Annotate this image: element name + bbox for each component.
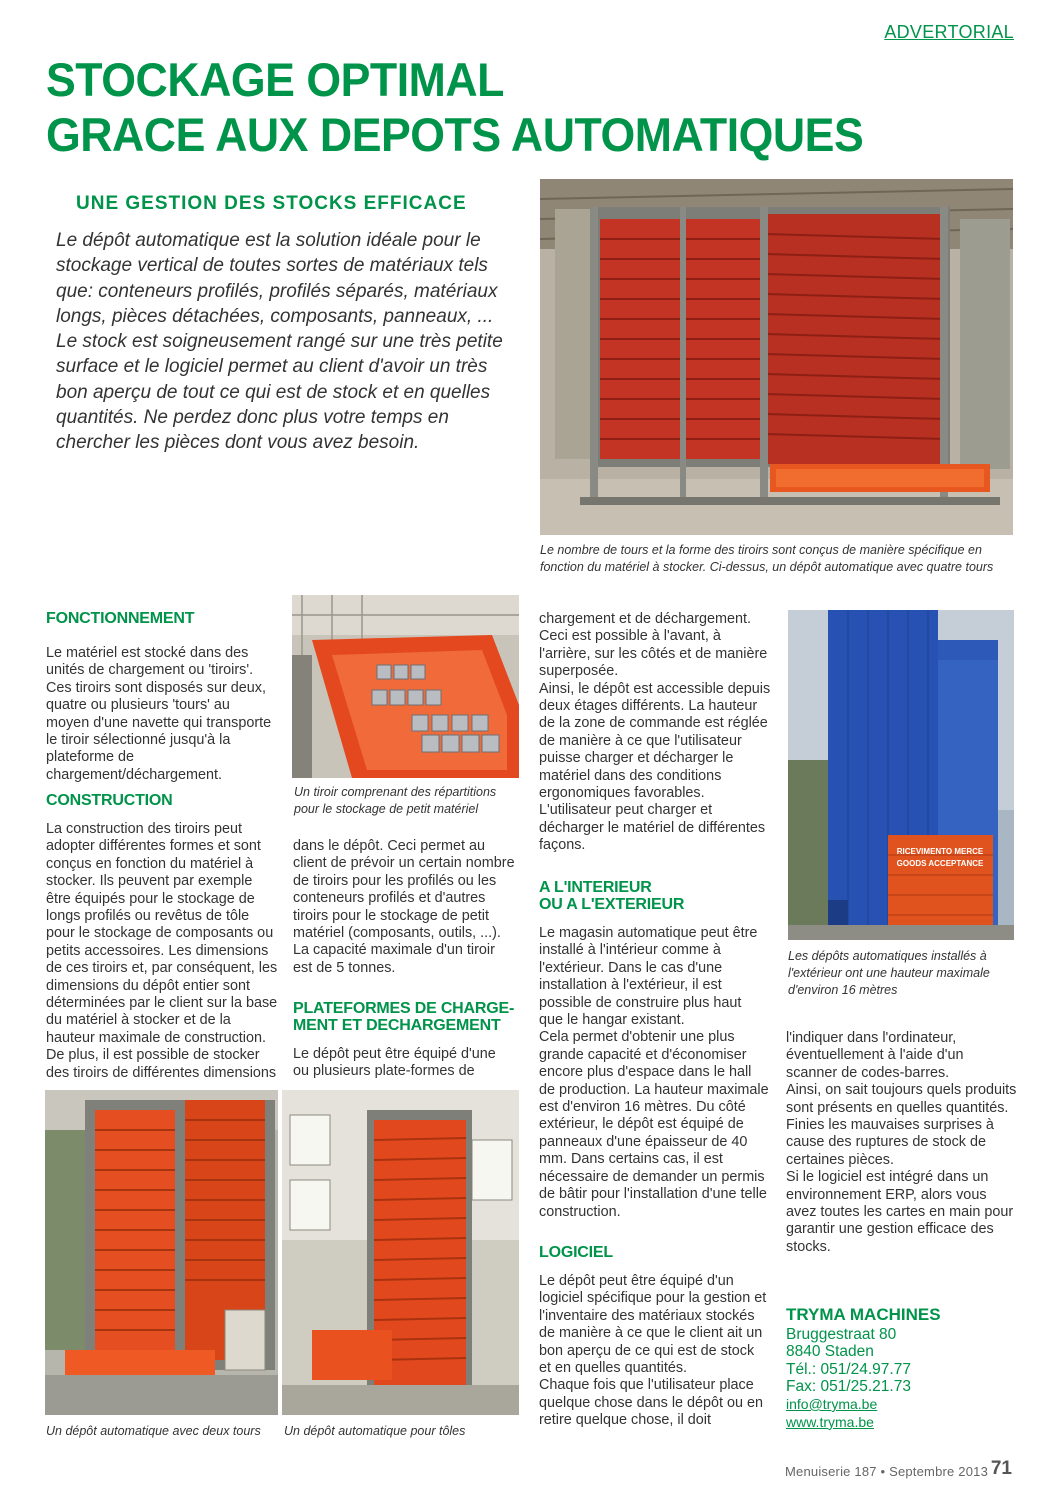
contact-email-link[interactable]: info@tryma.be [786,1395,878,1412]
logiciel-paragraph-2: Chaque fois que l'utilisateur place quelque chose dans le dépôt ou en retire quelque chose, il doit [539,1377,764,1429]
sheets-caption: Un dépôt automatique pour tôles [284,1424,466,1438]
drawer-photo [292,595,519,778]
tower-sign-2: GOODS ACCEPTANCE [896,859,984,868]
blue-tower-photo [788,610,1014,940]
intro-text: Le dépôt automatique est la solution idéale pour le stockage vertical de toutes sortes de matériaux tels que: conteneurs profilés, profilés séparés, matériaux longs, pièces détachées, composants, panneaux, ... Le stock est soigneusement rangé sur une très petite surface et le logiciel permet au client d'avoir un très bon aperçu de tout ce qui est de stock et en quelles quantités. Ne perdez donc plus votre temps en chercher les pièces dont vous avez besoin. [56,230,503,454]
title-line-1: STOCKAGE OPTIMAL [46,53,504,106]
text-logiciel [539,1273,769,1430]
heading-fonctionnement: FONCTIONNEMENT [46,610,195,627]
logiciel-paragraph-1: Le dépôt peut être équipé d'un logiciel spécifique pour la gestion et l'inventaire des matériaux stockés de manière à ce que le client ait un bon aperçu de ce qui est de stock et en quelles quantités. [539,1273,767,1377]
sheets-photo [282,1090,519,1415]
contact-city: 8840 Staden [786,1343,874,1361]
contact-block [786,1306,1016,1431]
footer-publication: Menuiserie 187 • Septembre 2013 [785,1464,988,1479]
drawer-with-parts-image [292,595,519,778]
blue-tower-caption: Les dépôts automatiques installés à l'extérieur ont une hauteur maximale d'environ 16 mètres [788,949,990,997]
plateformes-paragraph-1: chargement et de déchargement. Ceci est possible à l'avant, à l'arrière, sur les côtés et de manière superposée. [539,611,768,680]
contact-web-link[interactable]: www.tryma.be [786,1413,874,1430]
text-construction-continued: dans le dépôt. Ceci permet au client de prévoir un certain nombre de tiroirs pour les profilés ou les conteneurs profilés et d'autres tiroirs pour le stockage de petit matériel (composants, outils, ...). La capacité maximale d'un tiroir est de 5 tonnes. [293,838,515,976]
main-photo [540,179,1013,535]
outdoor-tower-image [788,610,1014,940]
heading-interieur [539,879,684,913]
logiciel-paragraph-3: l'indiquer dans l'ordinateur, éventuellement à l'aide d'un scanner de codes-barres. [786,1030,964,1081]
plateformes-paragraph-2: Ainsi, le dépôt est accessible depuis deux étages différents. La hauteur de la zone de commande est réglée de manière à ce que l'utilisateur puisse charger et décharger le matériel dans des conditions ergonomiques favorables. L'utilisateur peut charger et décharger le matériel de différentes façons. [539,680,771,854]
logiciel-paragraph-5: Si le logiciel est intégré dans un environnement ERP, alors vous avez toutes les cartes en main pour garantir une gestion efficace des stocks. [786,1169,1014,1255]
interieur-paragraph-1: Le magasin automatique peut être installé à l'intérieur comme à l'extérieur. Dans le cas d'une installation à l'extérieur, il est possible de construire plus haut que le hangar existant. [539,925,758,1029]
heading-plateformes [293,1000,514,1034]
two-towers-photo [45,1090,278,1415]
sheet-storage-image [282,1090,519,1415]
page-title [46,52,958,162]
main-photo-caption: Le nombre de tours et la forme des tiroirs sont conçus de manière spécifique en fonction du matériel à stocker. Ci-dessus, un dépôt automatique avec quatre tours [540,543,994,574]
heading-logiciel: LOGICIEL [539,1244,613,1261]
company-name: TRYMA MACHINES [786,1305,941,1324]
heading-interieur-line-1: A L'INTERIEUR [539,879,652,896]
interieur-paragraph-2: Cela permet d'obtenir une plus grande capacité et d'économiser encore plus d'espace dans le hall de production. La hauteur maximale est d'environ 16 mètres. Du côté extérieur, le dépôt est équipé de panneaux d'une épaisseur de 40 mm. Dans certains cas, il est nécessaire de demander un permis de bâtir pour l'installation d'une telle construction. [539,1029,769,1220]
tower-sign-1: RICEVIMENTO MERCE [896,847,984,856]
heading-interieur-line-2: OU A L'EXTERIEUR [539,896,685,913]
title-line-2: GRACE AUX DEPOTS AUTOMATIQUES [46,108,864,161]
text-logiciel-continued [786,1030,1018,1256]
heading-plateformes-line-2: MENT ET DECHARGEMENT [293,1017,501,1034]
heading-construction: CONSTRUCTION [46,792,173,809]
section-tag: ADVERTORIAL [884,22,1014,42]
four-tower-storage-image [540,179,1013,535]
text-plateformes: Le dépôt peut être équipé d'une ou plusieurs plate-formes de [293,1046,496,1080]
heading-plateformes-line-1: PLATEFORMES DE CHARGE- [293,1000,515,1017]
contact-street: Bruggestraat 80 [786,1325,897,1343]
text-construction: La construction des tiroirs peut adopter différentes formes et sont conçus en fonction du matériel à stocker. Ils peuvent par exemple être équipés pour le stockage de longs profilés ou revêtus de tôle pour le stockage de composants ou petits accessoires. Les dimensions de ces tiroirs et, par conséquent, les dimensions du dépôt entier sont déterminées par le client sur la base du matériel à stocker et de la hauteur maximale de construction. De plus, il est possible de stocker des tiroirs de différentes dimensions [46,821,278,1081]
text-fonctionnement: Le matériel est stocké dans des unités de chargement ou 'tiroirs'. Ces tiroirs sont disposés sur deux, quatre ou plusieurs 'tours' au moyen d'une navette qui transporte le tiroir sélectionné jusqu'à la plateforme de chargement/déchargement. [46,645,272,783]
contact-tel: Tél.: 051/24.97.77 [786,1360,911,1378]
two-tower-storage-image [45,1090,278,1415]
intro-heading: UNE GESTION DES STOCKS EFFICACE [76,193,467,214]
text-plateformes-continued [539,611,771,855]
drawer-photo-caption: Un tiroir comprenant des répartitions pour le stockage de petit matériel [294,785,497,816]
contact-fax: Fax: 051/25.21.73 [786,1378,911,1396]
page-number: 71 [990,1458,1012,1479]
text-interieur [539,925,769,1221]
two-towers-caption: Un dépôt automatique avec deux tours [46,1424,261,1438]
logiciel-paragraph-4: Ainsi, on sait toujours quels produits sont présents en quelles quantités. Finies les mauvaises surprises à cause des ruptures de stock de certaines pièces. [786,1082,1017,1168]
